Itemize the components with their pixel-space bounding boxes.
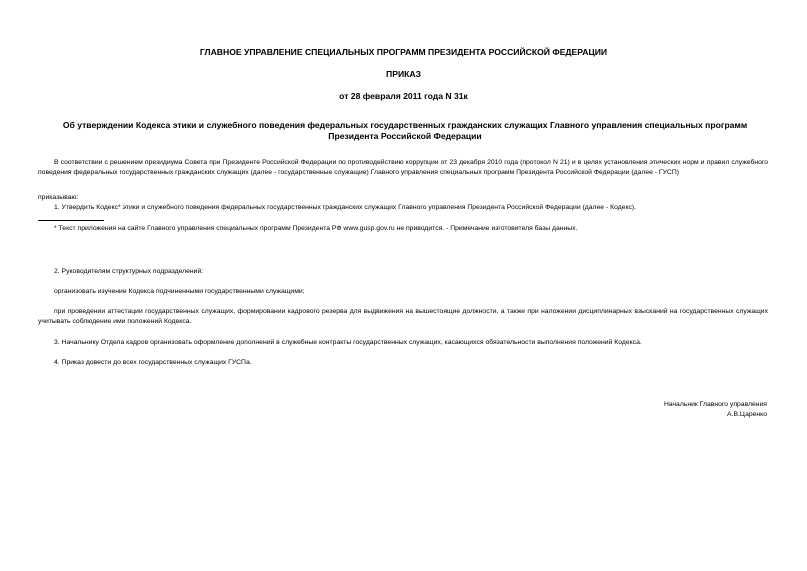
- item-1: 1. Утвердить Кодекс* этики и служебного поведения федеральных государственных гражданских служащих Главного управления Президента Российской Федерации (далее - Кодекс).: [54, 204, 637, 211]
- signature-position: Начальник Главного управления: [663, 401, 767, 408]
- item-2-subitem-b: при проведении аттестации государственных служащих, формировании кадрового резерва для выдвижения на вышестоящие должности, а также при наложении дисциплинарных взысканий на государственных служащих учитывать соблюдение ими положений Кодекса.: [38, 308, 768, 325]
- document-date: от 28 февраля 2011 года N 31к: [339, 91, 468, 101]
- signature-name: А.В.Царенко: [727, 411, 767, 418]
- item-4: 4. Приказ довести до всех государственных служащих ГУСПа.: [54, 359, 252, 366]
- item-2: 2. Руководителям структурных подразделений:: [54, 268, 204, 275]
- item-2-subitem-a: организовать изучение Кодекса подчиненными государственными служащими;: [54, 288, 305, 295]
- item-3: 3. Начальнику Отдела кадров организовать оформление дополнений в служебные контракты государственных служащих, касающихся обязательности выполнения положений Кодекса.: [54, 339, 642, 346]
- document-title: Об утверждении Кодекса этики и служебного поведения федеральных государственных гражданских служащих Главного управления специальных программ Президента Российской Федерации: [62, 120, 748, 141]
- document-type: ПРИКАЗ: [386, 69, 421, 79]
- footnote-separator: [38, 220, 104, 221]
- preamble-paragraph: В соответствии с решением президиума Совета при Президенте Российской Федерации по противодействию коррупции от 23 декабря 2010 года (протокол N 21) и в целях установления этических норм и правил служебного поведения федеральных государственных гражданских служащих (далее - государственные служащие) Главного управления специальных программ Президента Российской Федерации (далее - ГУСП): [38, 159, 768, 176]
- order-word: приказываю:: [38, 194, 79, 201]
- agency-heading: ГЛАВНОЕ УПРАВЛЕНИЕ СПЕЦИАЛЬНЫХ ПРОГРАММ ПРЕЗИДЕНТА РОССИЙСКОЙ ФЕДЕРАЦИИ: [199, 47, 608, 57]
- footnote-text: * Текст приложения на сайте Главного управления специальных программ Президента РФ www.gusp.gov.ru не приводится. - Примечание изготовителя базы данных.: [54, 225, 578, 232]
